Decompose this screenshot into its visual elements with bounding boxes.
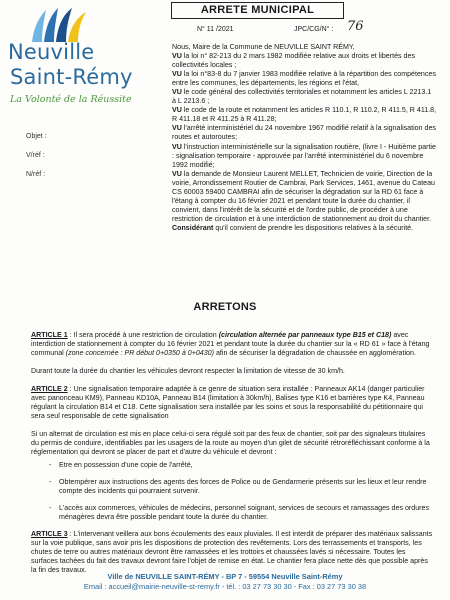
article-2-alternat: Si un alternat de circulation est mis en place celui-ci sera régulé soit par des feux de chantier, soit par des signaleurs titulaires du permis de conduire, identifiables par les usagers de la route au moyen d'un gilet de sécurité rétroréfléchissant conforme à la réglementation qui devront se placer de part et d'autre du véhicule et devront : [31,430,430,457]
article-3: ARTICLE 3 : L'intervenant veillera aux bons écoulements des eaux pluviales. Il est interdit de préparer des matériaux salissants sur la voie publique, sans avoir pris les dispositions de protection des revêtements. Lors des terrassements et transports, les chutes de terre ou autres matériaux devront être ramassées et les trottoirs et chaussées lavés si nécessaire. Toutes les surfaces tachées du fait des travaux devront faire l'objet de remise en état. Le chantier fera place nette dès que possible après la fin des travaux. [31,529,433,574]
footer-contact: Email : accueil@mairie-neuville-st-remy.fr - tél. : 03 27 73 30 30 - Fax : 03 27 73 30 38 [83,582,367,591]
municipal-logo [2,6,152,136]
articles-body [31,331,433,584]
article-1-speed: Durant toute la durée du chantier les véhicules devront respecter la limitation de vitesse de 30 km/h. [31,367,345,376]
ref-nref-label: N/réf : [26,171,46,178]
consideration-item: VU la loi n° 82-213 du 2 mars 1982 modifiée relative aux droits et libertés des collectivités locales ; [172,52,415,70]
logo-name-line2: Saint-Rémy [10,65,133,89]
logo-tagline: La Volonté de la Réussite [10,94,132,105]
consideration-item: Considérant qu'il convient de prendre les dispositions relatives à la sécurité. [172,223,414,232]
page-footer [0,572,450,592]
consideration-intro: Nous, Maire de la Commune de NEUVILLE SAINT RÉMY, [172,43,355,51]
logo-emblem-icon [28,6,90,42]
consideration-item: VU la demande de Monsieur Laurent MELLET, Technicien de voirie, Direction de la voirie, Arrondissement Routier de Cambrai, Park Services, 1461, avenue du Cateau CS 60003 59400 CAMBRAI afin de sécuriser la dégradation sur la RD 61 face à l'étang à compter du 16 février 2021 et pendant toute la durée du chantier, il convient, dans l'intérêt de la sécurité et de l'ordre public, de procéder à une restriction de circulation et à une interdiction de stationnement au droit du chantier. [172,169,435,223]
list-item: - L'accès aux commerces, véhicules de médecins, personnel soignant, services de secours et ramassages des ordures ménagères devra être possible pendant toute la durée du chantier. [59,504,433,522]
list-item: - Etre en possession d'une copie de l'arrêté, [59,461,433,470]
decree-number: N° 11 /2021 [197,26,234,33]
article-1-label: ARTICLE 1 [31,331,68,339]
consideration-item: VU le code de la route et notamment les articles R 110.1, R 110.2, R 411.5, R 411.8, R 411.18 et R 411.25 à R 411.28; [172,106,437,124]
ref-vref-label: V/réf : [26,152,45,159]
handwritten-number: 76 [347,19,364,34]
article-3-label: ARTICLE 3 [31,529,68,538]
considerations-block [172,43,437,233]
decree-code: JPC/CG/N° : [294,26,334,33]
article-1: ARTICLE 1 : Il sera procédé à une restriction de circulation (circulation alternée par panneaux type B15 et C18) avec interdiction de stationnement à compter du 16 février 2021 et pendant toute la durée du chantier sur la « RD 61 » face à l'étang communal (zone concernée : PR début 0+0350 à 0+0430) afin de sécuriser la dégradation de chaussée en agglomération. [31,331,430,358]
ref-object-label: Objet : [26,133,47,140]
consideration-item: VU l'instruction interministérielle sur la signalisation routière, (livre I - Huitième partie : signalisation temporaire - approuvée par l'arrêté interministériel du 6 novembre 1992 modifié; [172,142,436,169]
article-2-label: ARTICLE 2 [31,385,68,394]
arretons-heading: ARRETONS [193,301,257,313]
consideration-item: VU l'arrêté interministériel du 24 novembre 1967 modifié relatif à la signalisation des routes et autoroutes; [172,124,436,142]
reference-labels [26,127,47,184]
logo-name-line1: Neuville [8,40,95,64]
consideration-item: VU la loi n°83-8 du 7 janvier 1983 modifiée relative à la répartition des compétences entre les communes, les départements, les régions et l'état, [172,70,436,88]
document-title: ARRETE MUNICIPAL [171,2,344,19]
article-2: ARTICLE 2 : Une signalisation temporaire adaptée à ce genre de situation sera installée : Panneaux AK14 (danger particulier avec panonceau KM9), Panneau KD10A, Panneau B14 (limitation à 30km/h), Balises type K16 et barrières type K4, Panneau régulant la circulation B14 et C18. Cette signalisation sera installée par les soins et sous la responsabilité du pétitionnaire qui sera seul responsable de cette signalisation [31,385,425,421]
footer-address: Ville de NEUVILLE SAINT-RÉMY - BP 7 - 59554 Neuville Saint-Rémy [107,572,343,581]
article-2-list [31,461,433,522]
list-item: - Obtempérer aux instructions des agents des forces de Police ou de Gendarmerie présents sur les lieux et leur rendre compte des incidents qui pourraient survenir. [59,478,433,496]
consideration-item: VU le code général des collectivités territoriales et notamment les articles L 2213.1 à L 2213.6 ; [172,88,432,106]
